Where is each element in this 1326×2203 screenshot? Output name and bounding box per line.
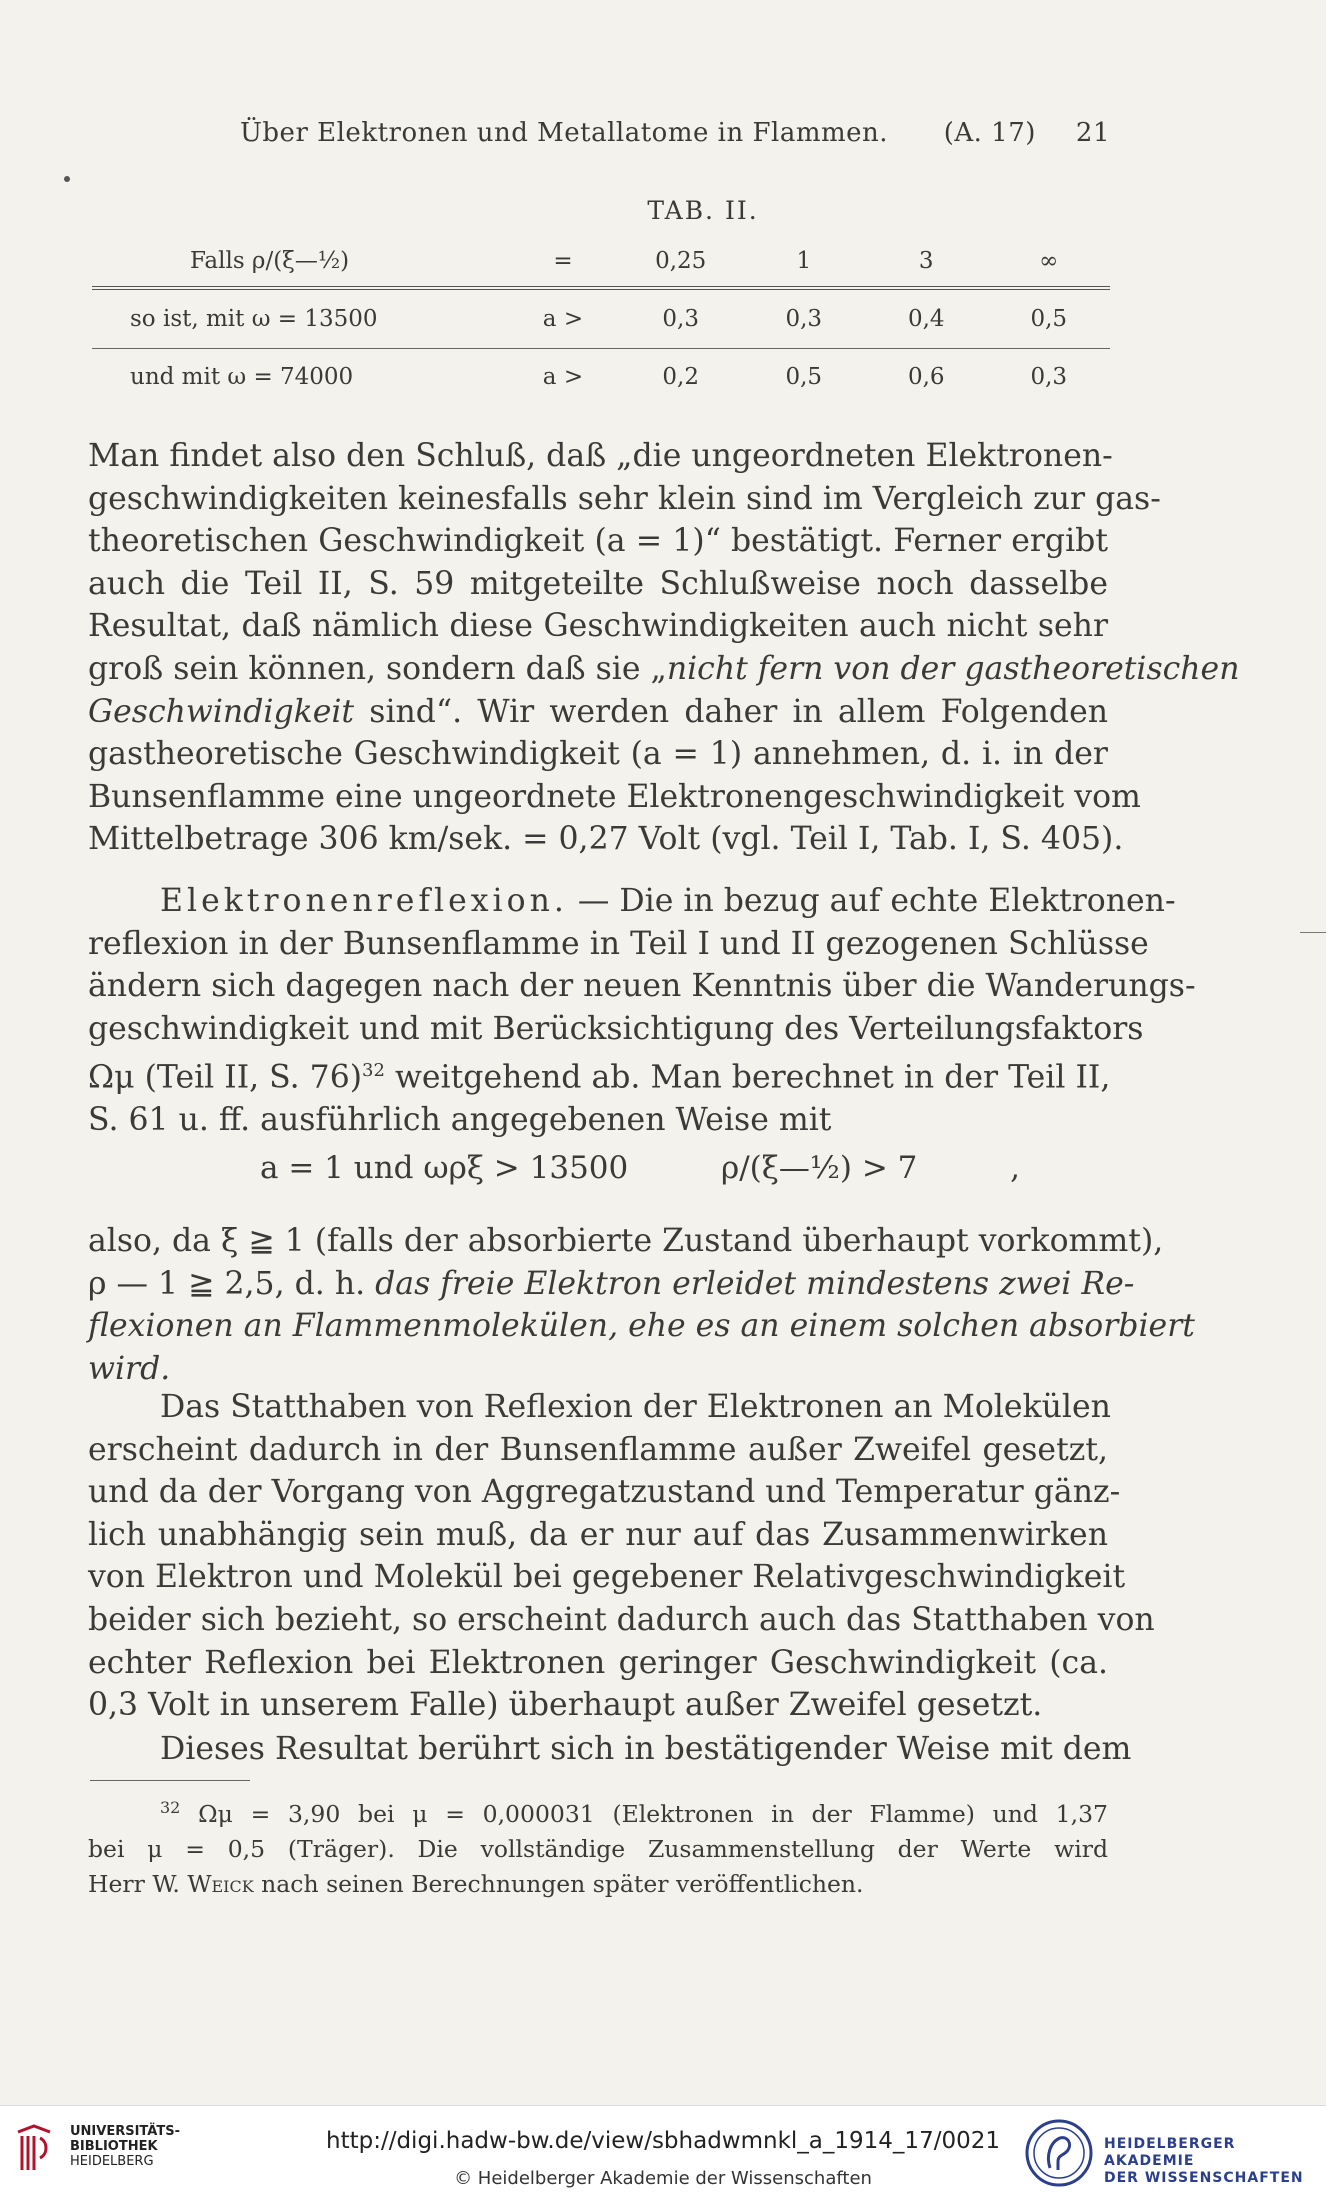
- text-line: [88, 1790, 1108, 1832]
- table-cell: 0,3: [743, 288, 865, 349]
- table-cell: 0,25: [655, 248, 707, 274]
- table-cell: 1: [796, 248, 812, 274]
- italic-run: wird.: [88, 1350, 171, 1387]
- text-line: reflexion in der Bunsenflamme in Teil I und II gezogenen Schlüsse: [88, 925, 1149, 962]
- table-cell: 0,3: [619, 288, 743, 349]
- table-cell: 0,5: [987, 288, 1110, 349]
- table-cell: 0,4: [865, 288, 987, 349]
- text-run: — Die in bezug auf echte Elektronen-: [567, 883, 1176, 919]
- academy-line: DER WISSENSCHAFTEN: [1104, 2170, 1304, 2186]
- table-row: [92, 288, 1110, 349]
- running-head: [240, 118, 1110, 148]
- text-line: [88, 1305, 1195, 1348]
- text-line: geschwindigkeiten keinesfalls sehr klein sind im Vergleich zur gas-: [88, 480, 1161, 517]
- table-cell: a >: [507, 288, 619, 349]
- text-run: weitgehend ab. Man berechnet in der Teil II,: [384, 1059, 1111, 1096]
- text-run: nach seinen Berechnungen später veröffentlichen.: [253, 1869, 864, 1898]
- text-line: auch die Teil II, S. 59 mitgeteilte Schlußweise noch dasselbe: [88, 565, 1108, 602]
- text-line: von Elektron und Molekül bei gegebener Relativgeschwindigkeit: [88, 1559, 1126, 1596]
- paragraph-1: [88, 435, 1240, 861]
- table-cell: und mit ω = 74000: [92, 349, 507, 406]
- academy-seal-icon[interactable]: [1024, 2118, 1094, 2188]
- uni-line: UNIVERSITÄTS-: [70, 2124, 180, 2139]
- text-line: [88, 1263, 1135, 1306]
- text-line: [88, 691, 1108, 734]
- table-cell: =: [553, 248, 573, 274]
- text-line: [88, 648, 1240, 691]
- table-cell: Falls ρ/(ξ—½): [190, 248, 350, 274]
- table-cell: 3: [918, 248, 934, 274]
- formula-right: ρ/(ξ—½) > 7: [721, 1150, 918, 1186]
- table-title: TAB. II.: [647, 196, 759, 225]
- text-run: groß sein können, sondern daß sie „: [88, 650, 667, 687]
- text-line: ändern sich dagegen nach der neuen Kenntnis über die Wanderungs-: [88, 968, 1196, 1005]
- table-cell: 0,6: [865, 349, 987, 406]
- text-line: gastheoretische Geschwindigkeit (a = 1) annehmen, d. i. in der: [88, 736, 1108, 773]
- table-cell: 0,2: [619, 349, 743, 406]
- table-cell: so ist, mit ω = 13500: [92, 288, 507, 349]
- formula: [260, 1150, 1020, 1186]
- text-line: [88, 880, 1176, 923]
- text-line: Das Statthaben von Reflexion der Elektronen an Molekülen: [160, 1389, 1111, 1425]
- paragraph-4: [88, 1386, 1155, 1727]
- paragraph-3: [88, 1220, 1195, 1390]
- text-line: lich unabhängig sein muß, da er nur auf das Zusammenwirken: [88, 1516, 1108, 1553]
- text-line: bei μ = 0,5 (Träger). Die vollständige Zusammenstellung der Werte wird: [88, 1834, 1108, 1863]
- text-line: [88, 1867, 1108, 1902]
- academy-line: HEIDELBERGER AKADEMIE: [1104, 2136, 1236, 2169]
- text-run: sind“. Wir werden daher in allem Folgenden: [354, 693, 1108, 730]
- text-line: [88, 1348, 1108, 1391]
- footnote-ref: 32: [362, 1060, 385, 1082]
- author-name: Weick: [187, 1869, 254, 1898]
- section-heading: Elektronenreflexion.: [160, 883, 568, 919]
- table-cell: 0,3: [987, 349, 1110, 406]
- text-line: Dieses Resultat berührt sich in bestätigender Weise mit dem: [160, 1731, 1132, 1767]
- source-url-link[interactable]: http://digi.hadw-bw.de/view/sbhadwmnkl_a_1914_17/0021: [326, 2128, 1000, 2154]
- italic-run: Geschwindigkeit: [88, 693, 355, 730]
- edge-mark: [1300, 932, 1326, 933]
- table-cell: a >: [507, 349, 619, 406]
- text-line: Bunsenflamme eine ungeordnete Elektronengeschwindigkeit vom: [88, 778, 1141, 815]
- footnote: [88, 1790, 1108, 1902]
- table-cell: ∞: [1039, 248, 1059, 274]
- formula-left: a = 1 und ωρξ > 13500: [260, 1150, 629, 1186]
- table-header-row: [92, 236, 1110, 288]
- text-line: theoretischen Geschwindigkeit (a = 1)“ bestätigt. Ferner ergibt: [88, 523, 1108, 560]
- text-line: [88, 1050, 1111, 1099]
- italic-run: das freie Elektron erleidet mindestens zwei Re-: [375, 1265, 1135, 1302]
- header-title: Über Elektronen und Metallatome in Flammen.: [240, 118, 889, 148]
- paragraph-2: [88, 880, 1196, 1142]
- copyright: © Heidelberger Akademie der Wissenschaften: [454, 2168, 872, 2189]
- uni-line: BIBLIOTHEK: [70, 2139, 158, 2154]
- data-table: [92, 236, 1110, 405]
- italic-run: flexionen an Flammenmolekülen, ehe es an einem solchen absorbiert: [88, 1308, 1195, 1345]
- text-line: S. 61 u. ff. ausführlich angegebenen Weise mit: [88, 1102, 832, 1139]
- table-row: [92, 349, 1110, 406]
- text-run: Herr W.: [88, 1869, 188, 1898]
- paragraph-5: [88, 1728, 1132, 1771]
- text-line: echter Reflexion bei Elektronen geringer Geschwindigkeit (ca.: [88, 1644, 1108, 1681]
- table-cell: 0,5: [743, 349, 865, 406]
- page-number: 21: [1075, 118, 1110, 148]
- text-run: Ωμ = 3,90 bei μ = 0,000031 (Elektronen in der Flamme) und 1,37: [198, 1799, 1108, 1828]
- formula-comma: ,: [1010, 1150, 1020, 1186]
- italic-run: nicht fern von der gastheoretischen: [666, 650, 1240, 687]
- text-line: 0,3 Volt in unserem Falle) überhaupt außer Zweifel gesetzt.: [88, 1687, 1043, 1724]
- text-line: und da der Vorgang von Aggregatzustand und Temperatur gänz-: [88, 1474, 1121, 1511]
- text-line: geschwindigkeit und mit Berücksichtigung des Verteilungsfaktors: [88, 1010, 1144, 1047]
- footer: [0, 2105, 1326, 2203]
- uni-line: HEIDELBERG: [70, 2154, 154, 2169]
- ink-dot: [64, 176, 70, 182]
- footnote-number: 32: [160, 1798, 181, 1817]
- text-run: Ωμ (Teil II, S. 76): [88, 1059, 363, 1096]
- text-line: Mittelbetrage 306 km/sek. = 0,27 Volt (vgl. Teil I, Tab. I, S. 405).: [88, 821, 1124, 858]
- text-line: erscheint dadurch in der Bunsenflamme außer Zweifel gesetzt,: [88, 1431, 1108, 1468]
- header-ref: (A. 17): [943, 118, 1036, 148]
- footnote-rule: [90, 1780, 250, 1781]
- academy-name: [1104, 2136, 1326, 2187]
- text-line: Resultat, daß nämlich diese Geschwindigkeiten auch nicht sehr: [88, 608, 1108, 645]
- text-line: also, da ξ ≧ 1 (falls der absorbierte Zustand überhaupt vorkommt),: [88, 1223, 1164, 1259]
- text-run: ρ — 1 ≧ 2,5, d. h.: [88, 1265, 376, 1302]
- text-line: beider sich bezieht, so erscheint dadurch auch das Statthaben von: [88, 1601, 1155, 1638]
- text-line: Man findet also den Schluß, daß „die ungeordneten Elektronen-: [88, 438, 1113, 474]
